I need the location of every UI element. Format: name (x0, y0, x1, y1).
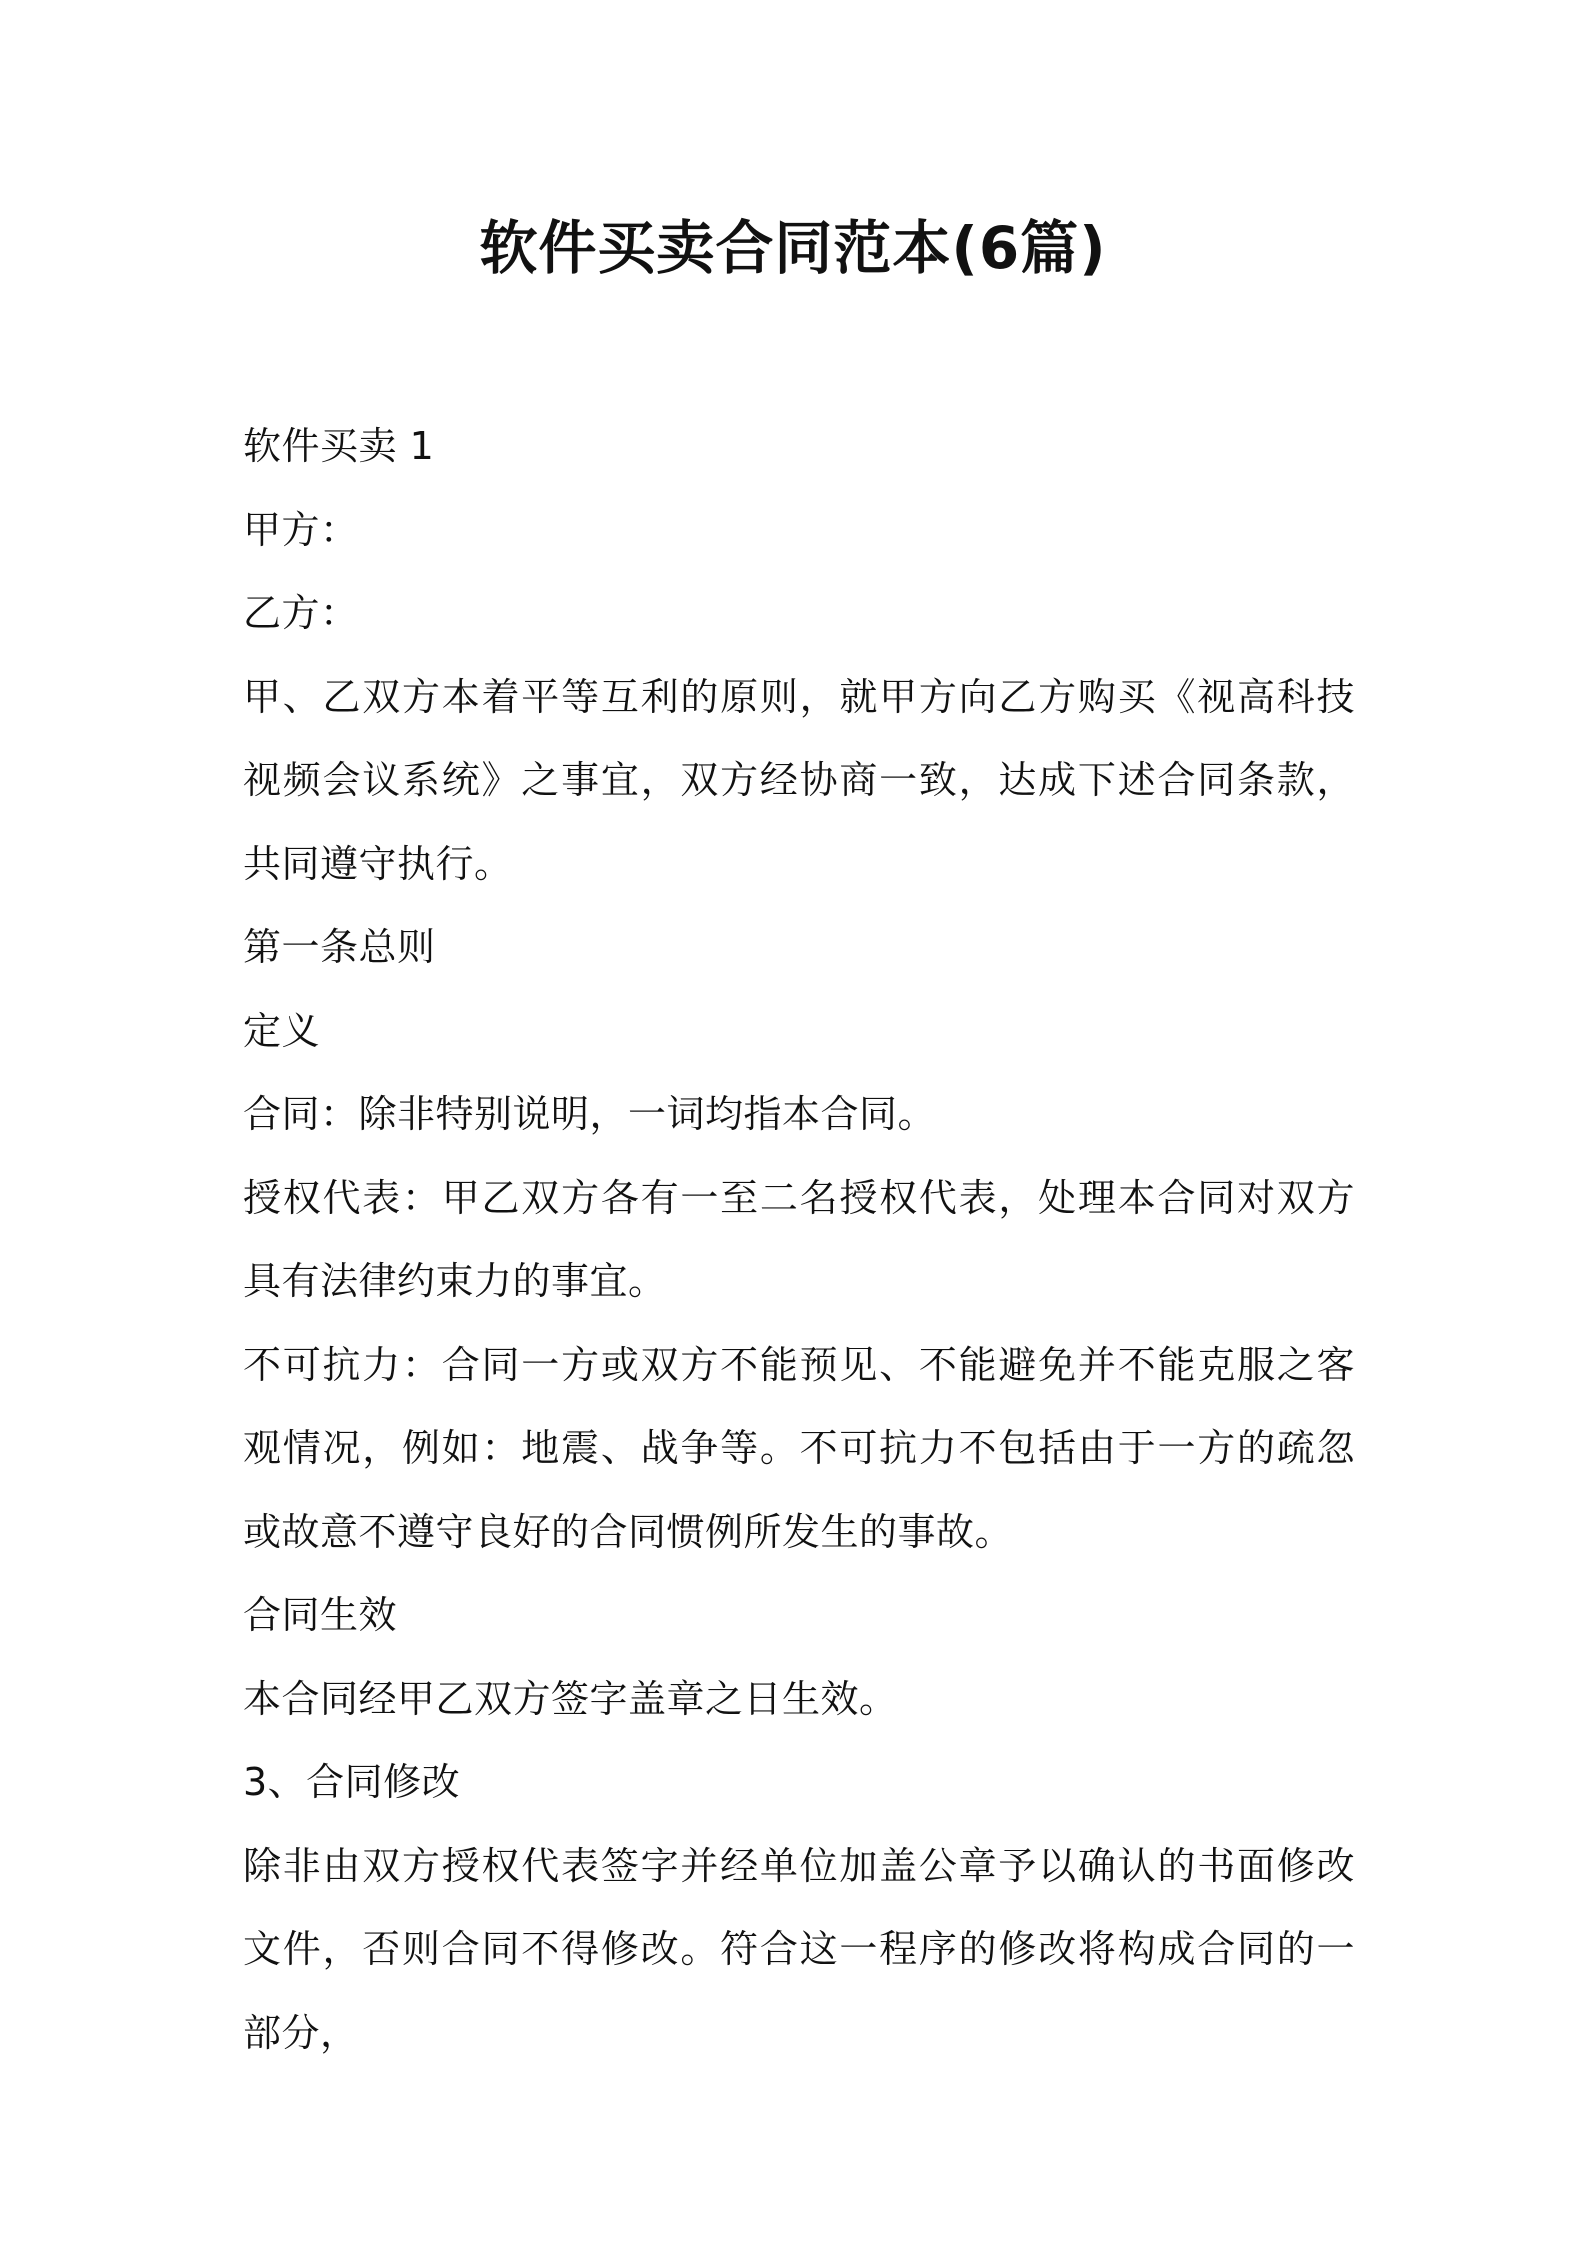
definition-contract: 合同：除非特别说明，一词均指本合同。 (243, 1092, 937, 1136)
effectiveness-heading: 合同生效 (243, 1593, 398, 1637)
amendment-paragraph: 除非由双方授权代表签字并经单位加盖公章予以确认的书面修改文件，否则合同不得修改。符合这一程序的修改将构成合同的一部分， (243, 1843, 1355, 2055)
party-a-line: 甲方： (243, 507, 359, 552)
amendment-heading: 3、合同修改 (243, 1760, 461, 1804)
definition-force-majeure: 不可抗力：合同一方或双方不能预见、不能避免并不能克服之客观情况，例如：地震、战争等。不可抗力不包括由于一方的疏忽或故意不遵守良好的合同惯例所发生的事故。 (243, 1342, 1355, 1554)
preamble-paragraph: 甲、乙双方本着平等互利的原则，就甲方向乙方购买《视高科技视频会议系统》之事宜，双方经协商一致，达成下述合同条款，共同遵守执行。 (243, 674, 1355, 886)
definition-authorized-rep: 授权代表：甲乙双方各有一至二名授权代表，处理本合同对双方具有法律约束力的事宜。 (243, 1175, 1355, 1303)
document-title: 软件买卖合同范本(6篇) (479, 214, 1107, 282)
document-body (243, 405, 1355, 2075)
party-b-line: 乙方： (243, 591, 359, 635)
definitions-heading: 定义 (243, 1008, 321, 1053)
section-heading: 软件买卖 1 (243, 424, 435, 468)
article-heading: 第一条总则 (243, 925, 436, 969)
effectiveness-paragraph: 本合同经甲乙双方签字盖章之日生效。 (243, 1676, 898, 1721)
